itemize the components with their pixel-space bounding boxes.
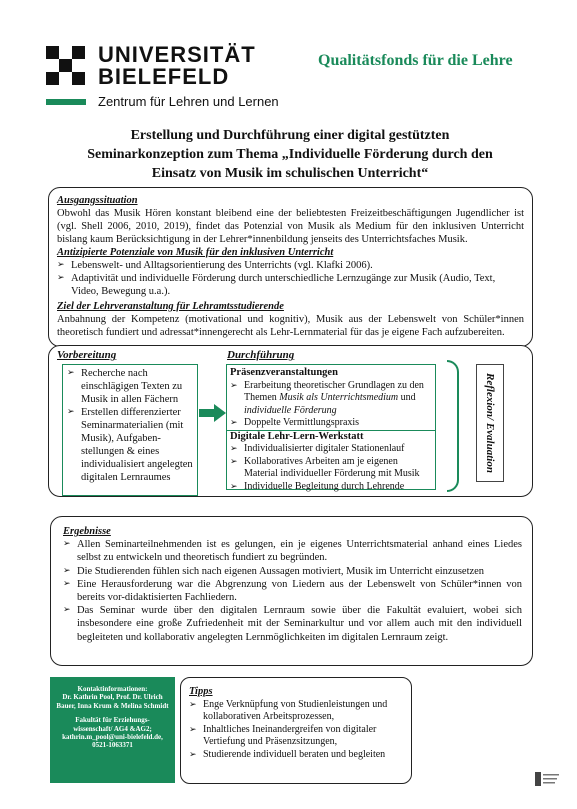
section-heading: Tipps — [189, 686, 213, 697]
list-item: ➢ Inhaltliches Ineinandergreifen von digitaler Vertiefung und Präsenzsitzungen, — [189, 724, 403, 749]
university-name — [98, 44, 256, 88]
werkstatt-heading: Digitale Lehr-Lern-Werkstatt — [227, 430, 435, 444]
durchfuehrung-box — [226, 364, 436, 490]
text-span: und — [398, 392, 416, 403]
tipps-list — [189, 699, 403, 762]
list-item: ➢ Adaptivität und individuelle Förderung durch unterschiedliche Lernzugänge zur Musik (Audio, Text, Video, Bewegung u.a.). — [57, 272, 524, 298]
contact-names: Dr. Kathrin Pool, Prof. Dr. Ulrich Bauer, Inna Krum & Melina Schmidt — [56, 693, 169, 710]
list-item: ➢ Eine Herausforderung war die Abgrenzung von Liedern aus der Lebenswelt von Schüler*innen von bereits vor-didaktisierten Fachliedern. — [63, 578, 522, 604]
reflexion-label: Reflexion/ Evaluation — [484, 373, 496, 473]
durchfuehrung-label: Durchführung — [227, 349, 295, 361]
poster-title-line: Einsatz von Musik im schulischen Unterricht“ — [151, 166, 429, 181]
werkstatt-list — [230, 443, 432, 493]
university-logo — [46, 46, 90, 86]
list-item — [230, 380, 432, 418]
list-item: ➢ Enge Verknüpfung von Studienleistungen und kollaborativen Arbeitsprozessen, — [189, 699, 403, 724]
praesenz-heading: Präsenzveranstaltungen — [230, 367, 338, 378]
list-item: ➢ Erstellen differenzierter Seminarmaterialien (mit Musik), Aufgaben-stellungen & eines individualisiert angelegten digitalen Lernraumes — [67, 406, 193, 484]
poster-title — [40, 126, 540, 183]
list-item: ➢ Recherche nach einschlägigen Texten zu Musik in allen Fächern — [67, 367, 193, 406]
emphasis: individuelle Förderung — [244, 404, 337, 416]
list-item: ➢ Die Studierenden fühlen sich nach eigenen Aussagen motiviert, Musik im Unterricht einzusetzen — [63, 565, 522, 578]
center-name: Zentrum für Lehren und Lernen — [98, 94, 279, 109]
section-heading: Ergebnisse — [63, 526, 111, 537]
list-item: ➢ Individuelle Begleitung durch Lehrende — [230, 481, 432, 494]
contact-heading: Kontaktinformationen: — [77, 685, 148, 693]
praesenz-list — [230, 380, 432, 430]
brand-bar — [46, 99, 86, 105]
university-name-line2: BIELEFELD — [98, 64, 230, 89]
list-item: ➢ Das Seminar wurde über den digitalen Lernraum sowie über die Fakultät evaluiert, wobei sich insbesondere eine große Zufriedenheit mit der Seminarkultur und vor allem auch mit den individuell begleiteten und kollaborativ angelegten Lernmöglichkeiten im digitalen Lernraum zeigt. — [63, 604, 522, 644]
list-item: ➢ Allen Seminarteilnehmenden ist es gelungen, ein je eigenes Unterrichtsmaterial anhand eines Liedes selbst zu entwickeln und theoretisch fundiert zu begründen. — [63, 538, 522, 564]
list-item: ➢ Lebenswelt- und Alltagsorientierung des Unterrichts (vgl. Klafki 2006). — [57, 259, 524, 272]
ergebnisse-list — [63, 538, 522, 644]
feedback-bracket — [447, 360, 459, 492]
poster-title-line: Seminarkonzeption zum Thema „Individuelle Förderung durch den — [87, 147, 493, 162]
fund-title: Qualitätsfonds für die Lehre — [318, 52, 513, 69]
section-text: Obwohl das Musik Hören konstant bleibend eine der beliebtesten Freizeitbeschäftigungen Jugendlicher ist (vgl. Shell 2006, 2010, 2019), findet das Potenzial von Musik als Medium für den inklusiven Unterricht bislang kaum Berücksichtigung in der Lehrer*innenbildung jenseits des Unterrichtsfaches Musik. — [57, 208, 524, 245]
ausgangssituation-box — [48, 187, 533, 347]
list-item: ➢ Studierende individuell beraten und begleiten — [189, 749, 403, 762]
reflexion-box — [476, 364, 504, 482]
section-heading: Ziel der Lehrveranstaltung für Lehramtsstudierende — [57, 301, 284, 312]
tipps-box — [180, 677, 412, 784]
vorbereitung-list — [67, 367, 193, 484]
arrow-right-icon — [199, 404, 227, 422]
ergebnisse-box — [50, 516, 533, 666]
section-heading: Ausgangssituation — [57, 195, 138, 206]
list-item: ➢ Doppelte Vermittlungspraxis — [230, 417, 432, 430]
vorbereitung-box — [62, 364, 198, 496]
text-span: Erarbeitung theoretischer Grundlagen zu den Themen — [244, 379, 424, 403]
section-heading: Antizipierte Potenziale von Musik für den inklusiven Unterricht — [57, 247, 334, 258]
poster-title-line: Erstellung und Durchführung einer digital gestützten — [130, 128, 450, 143]
vorbereitung-label: Vorbereitung — [57, 349, 117, 361]
potenziale-list — [57, 259, 524, 298]
university-name-line1: UNIVERSITÄT — [98, 42, 256, 67]
list-item: ➢ Individualisierter digitaler Stationenlauf — [230, 443, 432, 456]
emphasis: Musik als Unterrichtsmedium — [279, 392, 399, 403]
section-text: Anbahnung der Kompetenz (motivational und kognitiv), Musik aus der Lebenswelt von Schüler*innen theoretisch fundiert und adressat*innengerecht als Lehr-Lernmaterial für das je eigene Fach aufzubereiten. — [57, 314, 524, 338]
contact-affiliation: Fakultät für Erziehungs-wissenschaft/ AG4 &AG2; kathrin.m_pool@uni-bielefeld.de, 0521-1063371 — [62, 716, 163, 750]
list-item: ➢ Kollaboratives Arbeiten am je eigenen Material individueller Förderung mit Musik — [230, 456, 432, 481]
funder-logo — [533, 769, 563, 791]
contact-box — [50, 677, 175, 783]
